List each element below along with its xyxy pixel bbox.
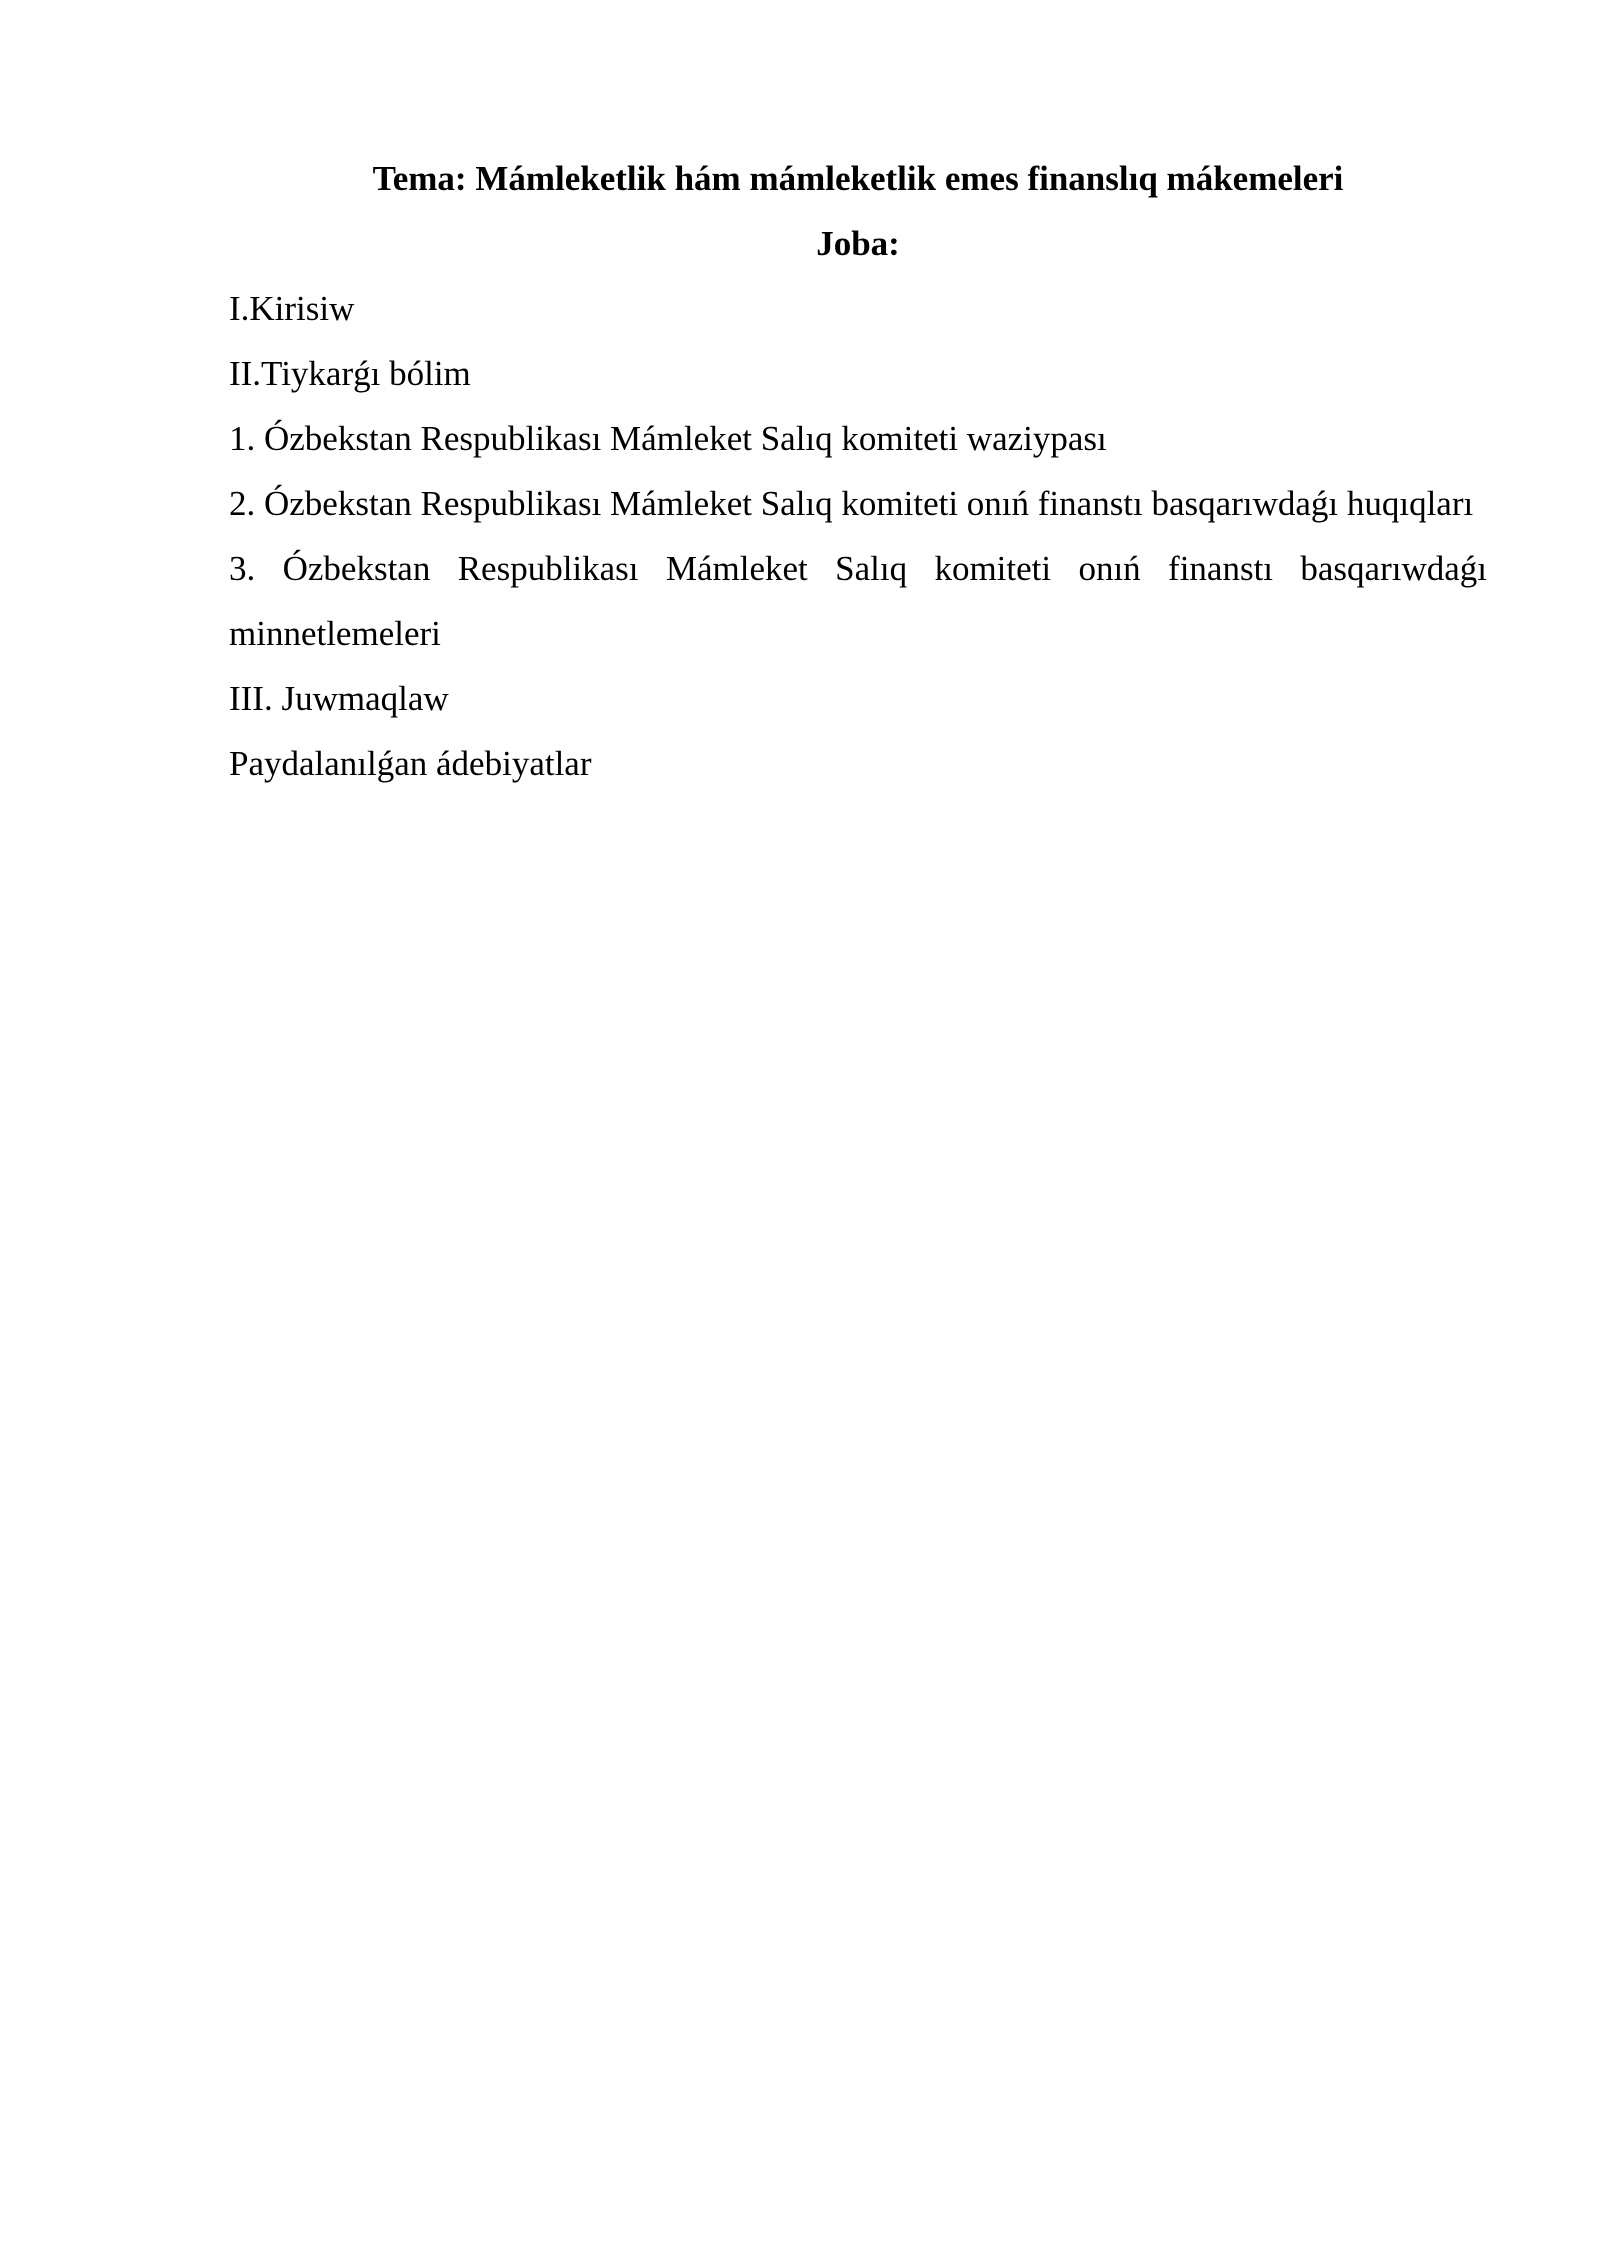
plan-item-main-part: II.Tiykarǵı bólim (229, 354, 471, 393)
document-content (229, 146, 1487, 796)
plan-item-introduction: I.Kirisiw (229, 289, 355, 328)
plan-item-2: 2. Ózbekstan Respublikası Mámleket Salıq komiteti onıń finanstı basqarıwdaǵı huqıqları (229, 484, 1474, 523)
plan-heading: Joba: (816, 224, 900, 263)
plan-item-references: Paydalanılǵan ádebiyatlar (229, 744, 592, 783)
plan-item-3: 3. Ózbekstan Respublikası Mámleket Salıq komiteti onıń finanstı basqarıwdaǵı minnetlemeleri (229, 549, 1487, 653)
plan-item-1: 1. Ózbekstan Respublikası Mámleket Salıq komiteti waziypası (229, 419, 1107, 458)
document-title: Tema: Mámleketlik hám mámleketlik emes finanslıq mákemeleri (372, 159, 1344, 198)
plan-item-conclusion: III. Juwmaqlaw (229, 679, 449, 718)
